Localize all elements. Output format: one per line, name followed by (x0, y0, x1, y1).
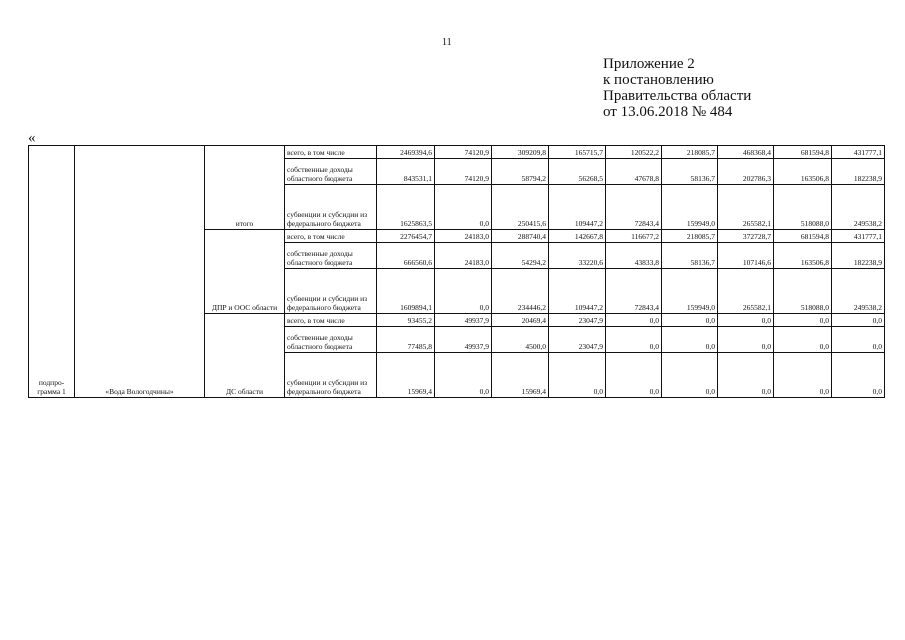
amount-cell: 0,0 (718, 314, 774, 327)
amount-cell: 249538,2 (832, 269, 885, 314)
amount-cell: 24183,0 (435, 243, 492, 269)
appendix-line: от 13.06.2018 № 484 (603, 104, 733, 120)
amount-cell: 0,0 (549, 353, 606, 398)
amount-cell: 518088,0 (774, 185, 832, 230)
executor-cell: итого (205, 146, 285, 230)
executor-cell: ДПР и ООС области (205, 230, 285, 314)
amount-cell: 666560,6 (377, 243, 435, 269)
amount-cell: 681594,8 (774, 146, 832, 159)
appendix-line: Правительства области (603, 88, 752, 104)
amount-cell: 120522,2 (606, 146, 662, 159)
amount-cell: 0,0 (435, 269, 492, 314)
amount-cell: 265582,1 (718, 185, 774, 230)
amount-cell: 159949,0 (662, 185, 718, 230)
amount-cell: 0,0 (832, 353, 885, 398)
amount-cell: 142667,8 (549, 230, 606, 243)
amount-cell: 182238,9 (832, 159, 885, 185)
amount-cell: 56268,5 (549, 159, 606, 185)
amount-cell: 0,0 (774, 353, 832, 398)
funding-source-cell: субвенции и субсидии из федерального бюджета (285, 185, 377, 230)
amount-cell: 93455,2 (377, 314, 435, 327)
amount-cell: 74120,9 (435, 146, 492, 159)
amount-cell: 20469,4 (492, 314, 549, 327)
amount-cell: 182238,9 (832, 243, 885, 269)
amount-cell: 0,0 (774, 327, 832, 353)
amount-cell: 431777,1 (832, 230, 885, 243)
amount-cell: 116677,2 (606, 230, 662, 243)
amount-cell: 0,0 (435, 353, 492, 398)
page-number: 11 (442, 37, 452, 48)
amount-cell: 165715,7 (549, 146, 606, 159)
funding-source-cell: всего, в том числе (285, 230, 377, 243)
amount-cell: 2469394,6 (377, 146, 435, 159)
amount-cell: 109447,2 (549, 269, 606, 314)
amount-cell: 309209,8 (492, 146, 549, 159)
amount-cell: 15969,4 (492, 353, 549, 398)
subprogram-cell: подпро-грамма 1 (29, 146, 75, 398)
amount-cell: 163506,8 (774, 243, 832, 269)
appendix-line: к постановлению (603, 72, 714, 88)
amount-cell: 249538,2 (832, 185, 885, 230)
amount-cell: 43833,8 (606, 243, 662, 269)
amount-cell: 0,0 (662, 327, 718, 353)
amount-cell: 288740,4 (492, 230, 549, 243)
amount-cell: 218085,7 (662, 230, 718, 243)
amount-cell: 0,0 (832, 314, 885, 327)
funding-source-cell: всего, в том числе (285, 146, 377, 159)
amount-cell: 681594,8 (774, 230, 832, 243)
amount-cell: 0,0 (718, 353, 774, 398)
amount-cell: 218085,7 (662, 146, 718, 159)
executor-cell: ДС области (205, 314, 285, 398)
amount-cell: 49937,9 (435, 314, 492, 327)
amount-cell: 58136,7 (662, 159, 718, 185)
amount-cell: 49937,9 (435, 327, 492, 353)
amount-cell: 518088,0 (774, 269, 832, 314)
table-row (29, 146, 885, 159)
amount-cell: 0,0 (662, 353, 718, 398)
budget-table (28, 145, 885, 398)
amount-cell: 0,0 (774, 314, 832, 327)
amount-cell: 74120,9 (435, 159, 492, 185)
funding-source-cell: собственные доходы областного бюджета (285, 159, 377, 185)
amount-cell: 163506,8 (774, 159, 832, 185)
amount-cell: 0,0 (662, 314, 718, 327)
amount-cell: 0,0 (832, 327, 885, 353)
program-name-cell: «Вода Вологодчины» (75, 146, 205, 398)
amount-cell: 15969,4 (377, 353, 435, 398)
amount-cell: 23047,9 (549, 314, 606, 327)
amount-cell: 23047,9 (549, 327, 606, 353)
amount-cell: 2276454,7 (377, 230, 435, 243)
amount-cell: 33220,6 (549, 243, 606, 269)
amount-cell: 372728,7 (718, 230, 774, 243)
amount-cell: 72843,4 (606, 185, 662, 230)
appendix-heading (603, 56, 751, 120)
amount-cell: 0,0 (718, 327, 774, 353)
amount-cell: 1609894,1 (377, 269, 435, 314)
amount-cell: 0,0 (435, 185, 492, 230)
funding-source-cell: собственные доходы областного бюджета (285, 243, 377, 269)
funding-source-cell: субвенции и субсидии из федерального бюджета (285, 353, 377, 398)
amount-cell: 0,0 (606, 353, 662, 398)
amount-cell: 265582,1 (718, 269, 774, 314)
amount-cell: 468368,4 (718, 146, 774, 159)
funding-source-cell: собственные доходы областного бюджета (285, 327, 377, 353)
amount-cell: 250415,6 (492, 185, 549, 230)
funding-source-cell: субвенции и субсидии из федерального бюджета (285, 269, 377, 314)
amount-cell: 54294,2 (492, 243, 549, 269)
amount-cell: 24183,0 (435, 230, 492, 243)
funding-source-cell: всего, в том числе (285, 314, 377, 327)
amount-cell: 202786,3 (718, 159, 774, 185)
amount-cell: 109447,2 (549, 185, 606, 230)
amount-cell: 431777,1 (832, 146, 885, 159)
amount-cell: 47678,8 (606, 159, 662, 185)
amount-cell: 107146,6 (718, 243, 774, 269)
amount-cell: 843531,1 (377, 159, 435, 185)
amount-cell: 0,0 (606, 314, 662, 327)
amount-cell: 1625863,5 (377, 185, 435, 230)
amount-cell: 4500,0 (492, 327, 549, 353)
open-quote-mark: « (28, 130, 36, 146)
amount-cell: 58136,7 (662, 243, 718, 269)
amount-cell: 72843,4 (606, 269, 662, 314)
amount-cell: 0,0 (606, 327, 662, 353)
amount-cell: 77485,8 (377, 327, 435, 353)
amount-cell: 58794,2 (492, 159, 549, 185)
amount-cell: 234446,2 (492, 269, 549, 314)
appendix-line: Приложение 2 (603, 56, 695, 72)
amount-cell: 159949,0 (662, 269, 718, 314)
